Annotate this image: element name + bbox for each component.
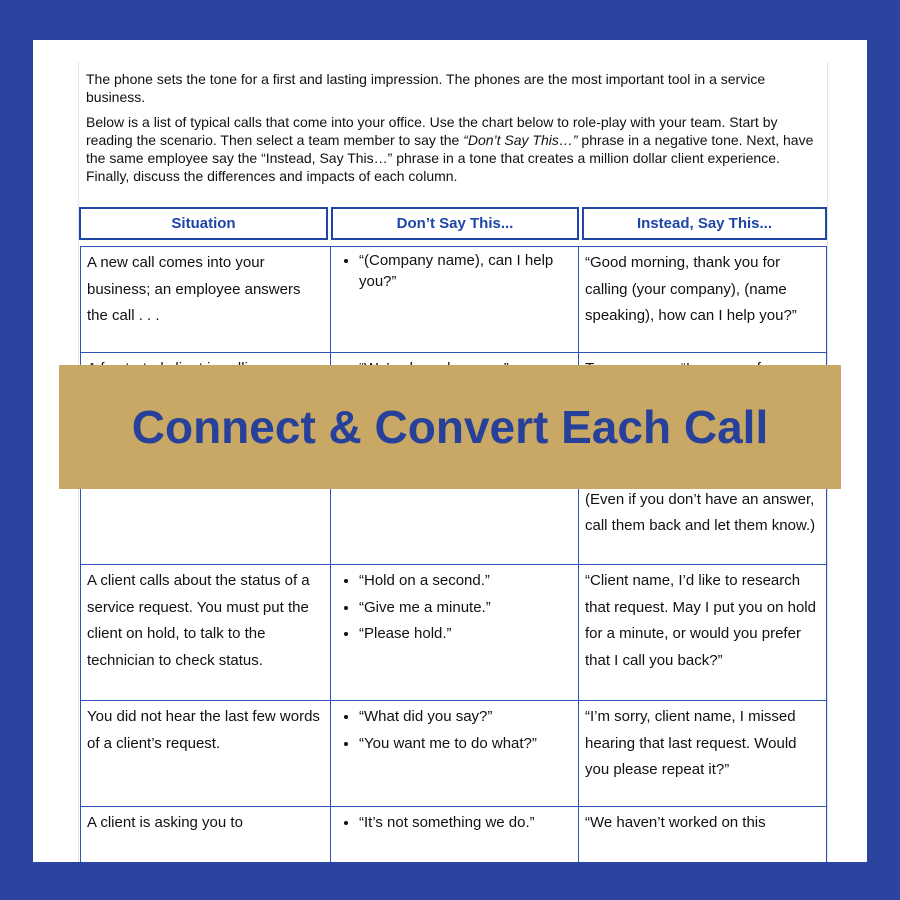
header-situation: Situation <box>79 207 328 240</box>
dont-say-item: • “It’s not something we do.” <box>359 810 572 837</box>
header-dont-say: Don’t Say This... <box>331 207 579 240</box>
instead-say-text-continued: (Even if you don’t have an answer, call them back and let them know.) <box>585 490 816 534</box>
instead-say-text: “We haven’t worked on this <box>585 814 766 831</box>
situation-cell: You did not hear the last few words of a client’s request. <box>81 701 331 807</box>
dont-say-cell <box>331 807 579 863</box>
dont-say-cell <box>331 247 579 353</box>
dont-say-item: • “You want me to do what?” <box>359 731 572 758</box>
dont-say-item: • “Hold on a second.” <box>359 568 572 595</box>
dont-say-item: • “What did you say?” <box>359 704 572 731</box>
table-row <box>81 807 827 863</box>
intro-paragraph-2-end: phrase in a negative tone. Next, have the same employee say the “Instead, Say This…” phrase in a tone that creates a million dollar client experience. Finally, discuss the differences and impacts of each column. <box>86 132 814 184</box>
dont-say-item: • “Please hold.” <box>359 621 572 648</box>
intro-paragraph-2-start: Below is a list of typical calls that come into your office. Use the chart below to role-play with your team. Start by reading the scenario. Then select a team member to say the <box>86 114 778 148</box>
instead-say-text: “Good morning, thank you for calling (your company), (name speaking), how can I help you?” <box>585 254 797 324</box>
instead-say-cell <box>579 565 827 701</box>
call-scenarios-table <box>80 246 827 862</box>
instead-say-cell <box>579 701 827 807</box>
dont-say-list <box>337 250 572 292</box>
intro-text <box>86 70 820 185</box>
dont-say-item: • “Give me a minute.” <box>359 595 572 622</box>
table-row <box>81 247 827 353</box>
instead-say-cell <box>579 247 827 353</box>
dont-say-cell <box>331 565 579 701</box>
banner-title: Connect & Convert Each Call <box>131 401 769 453</box>
instead-say-text: “I’m sorry, client name, I missed hearing that last request. Would you please repeat it?” <box>585 708 797 778</box>
table-header <box>79 207 827 240</box>
table-row <box>81 565 827 701</box>
intro-paragraph-1: The phone sets the tone for a first and lasting impression. The phones are the most important tool in a service business. <box>86 71 766 105</box>
dont-say-list <box>337 704 572 757</box>
dont-say-cell <box>331 701 579 807</box>
dont-say-item: • “(Company name), can I help you?” <box>359 250 572 292</box>
instead-say-cell <box>579 807 827 863</box>
dont-say-list <box>337 810 572 837</box>
situation-cell: A client is asking you to <box>81 807 331 863</box>
intro-paragraph-2 <box>86 113 820 185</box>
instead-say-text: “Client name, I’d like to research that request. May I put you on hold for a minute, or would you prefer that I call you back?” <box>585 572 816 669</box>
header-instead-say: Instead, Say This... <box>582 207 827 240</box>
title-banner <box>59 365 841 489</box>
situation-cell: A client calls about the status of a service request. You must put the client on hold, to talk to the technician to check status. <box>81 565 331 701</box>
intro-dont-say-phrase: “Don’t Say This…” <box>463 132 578 148</box>
dont-say-list <box>337 568 572 648</box>
table-row <box>81 701 827 807</box>
situation-cell: A new call comes into your business; an employee answers the call . . . <box>81 247 331 353</box>
